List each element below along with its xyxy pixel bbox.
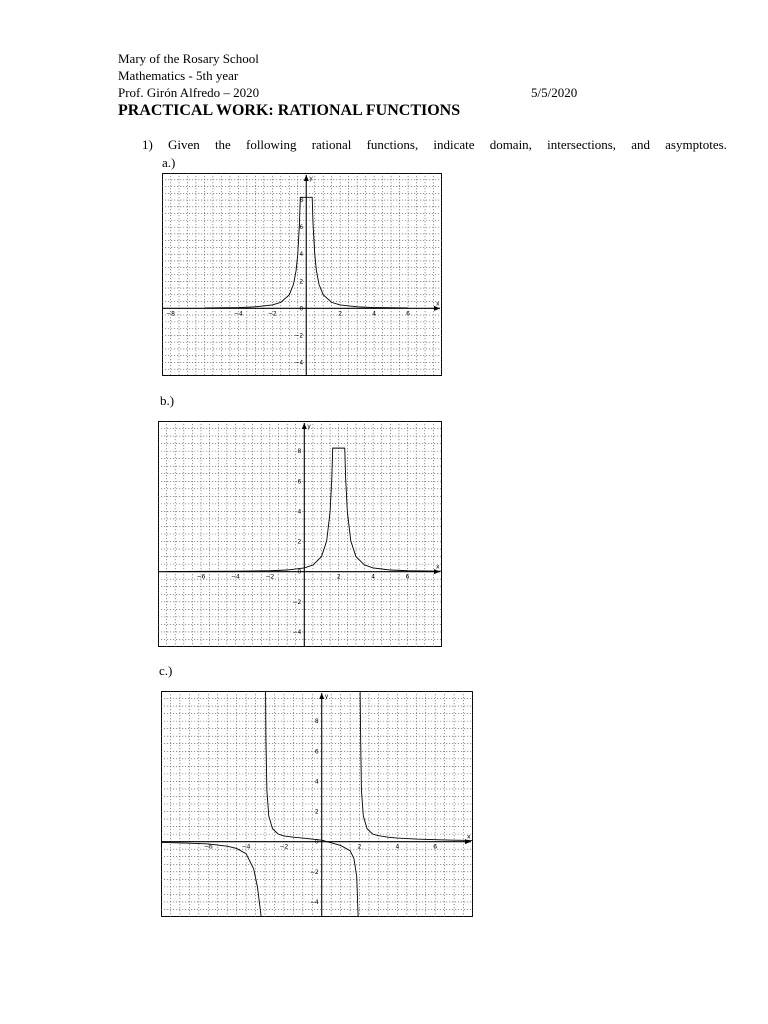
y-tick-label: 0	[299, 305, 304, 313]
question-text	[142, 138, 727, 152]
x-axis-label: x	[467, 833, 471, 841]
y-tick-label: 8	[297, 448, 302, 456]
question-number: 1)	[142, 137, 153, 152]
y-tick-label: 4	[297, 508, 302, 516]
x-tick-label: 4	[372, 310, 377, 318]
question-word: functions,	[366, 137, 419, 152]
x-tick-label: −6	[203, 843, 213, 851]
x-tick-label: 6	[406, 310, 410, 318]
function-curve	[161, 842, 261, 917]
x-tick-label: 6	[433, 843, 438, 851]
y-tick-label: −2	[292, 598, 302, 606]
teacher-name: Prof. Girón Alfredo – 2020	[118, 85, 260, 100]
y-tick-label: 0	[314, 838, 319, 846]
y-axis-label: y	[309, 175, 313, 182]
question-word: the	[214, 137, 231, 152]
y-axis-label: y	[324, 693, 329, 700]
y-axis-label: y	[307, 423, 311, 430]
y-tick-label: −2	[294, 332, 304, 340]
x-axis-label: x	[436, 563, 440, 571]
y-tick-label: 4	[299, 251, 304, 259]
x-tick-label: −8	[166, 310, 175, 318]
course-name: Mathematics - 5th year	[118, 68, 239, 83]
page-title: PRACTICAL WORK: RATIONAL FUNCTIONS	[118, 102, 461, 119]
y-axis-arrow-icon	[319, 693, 324, 699]
x-tick-label: −2	[265, 573, 275, 581]
question-word: and	[631, 137, 650, 152]
y-tick-label: −2	[309, 868, 319, 876]
y-tick-label: 2	[297, 538, 302, 546]
y-tick-label: 8	[314, 718, 319, 726]
x-tick-label: −2	[267, 310, 277, 318]
x-tick-label: 2	[336, 573, 341, 581]
question-word: rational	[311, 137, 352, 152]
graph-b-label: b.)	[160, 393, 175, 408]
graph-b	[158, 421, 442, 647]
question-word: intersections,	[547, 137, 617, 152]
y-tick-label: 4	[314, 778, 319, 786]
question-word: indicate	[433, 137, 475, 152]
x-tick-label: −6	[196, 573, 206, 581]
question-word: domain,	[489, 137, 532, 152]
y-tick-label: 2	[314, 808, 319, 816]
x-tick-label: −4	[241, 843, 251, 851]
y-axis-arrow-icon	[302, 423, 307, 429]
x-axis-label: x	[436, 300, 440, 308]
y-tick-label: 6	[314, 748, 319, 756]
y-tick-label: 2	[299, 278, 304, 286]
x-tick-label: 2	[357, 843, 362, 851]
school-name: Mary of the Rosary School	[118, 51, 259, 66]
y-tick-label: 8	[299, 197, 304, 205]
graph-c	[161, 691, 473, 917]
x-tick-label: −4	[233, 310, 243, 318]
graph-a-label: a.)	[162, 155, 176, 170]
x-tick-label: −4	[231, 573, 240, 581]
graph-a	[162, 173, 442, 376]
y-tick-label: −4	[292, 628, 302, 636]
y-tick-label: −4	[309, 898, 319, 906]
x-tick-label: 4	[371, 573, 376, 581]
y-tick-label: −4	[294, 359, 304, 367]
x-tick-label: 4	[395, 843, 400, 851]
question-word: asymptotes.	[665, 137, 727, 152]
x-tick-label: −2	[279, 843, 289, 851]
document-date: 5/5/2020	[531, 85, 578, 100]
graph-c-label: c.)	[159, 663, 173, 678]
y-axis-arrow-icon	[304, 175, 309, 181]
y-tick-label: 6	[299, 224, 304, 232]
question-word: following	[245, 137, 297, 152]
x-tick-label: 6	[405, 573, 410, 581]
question-word: Given	[168, 137, 200, 152]
y-tick-label: 6	[297, 478, 302, 486]
y-tick-label: 0	[297, 568, 302, 576]
x-tick-label: 2	[338, 310, 343, 318]
